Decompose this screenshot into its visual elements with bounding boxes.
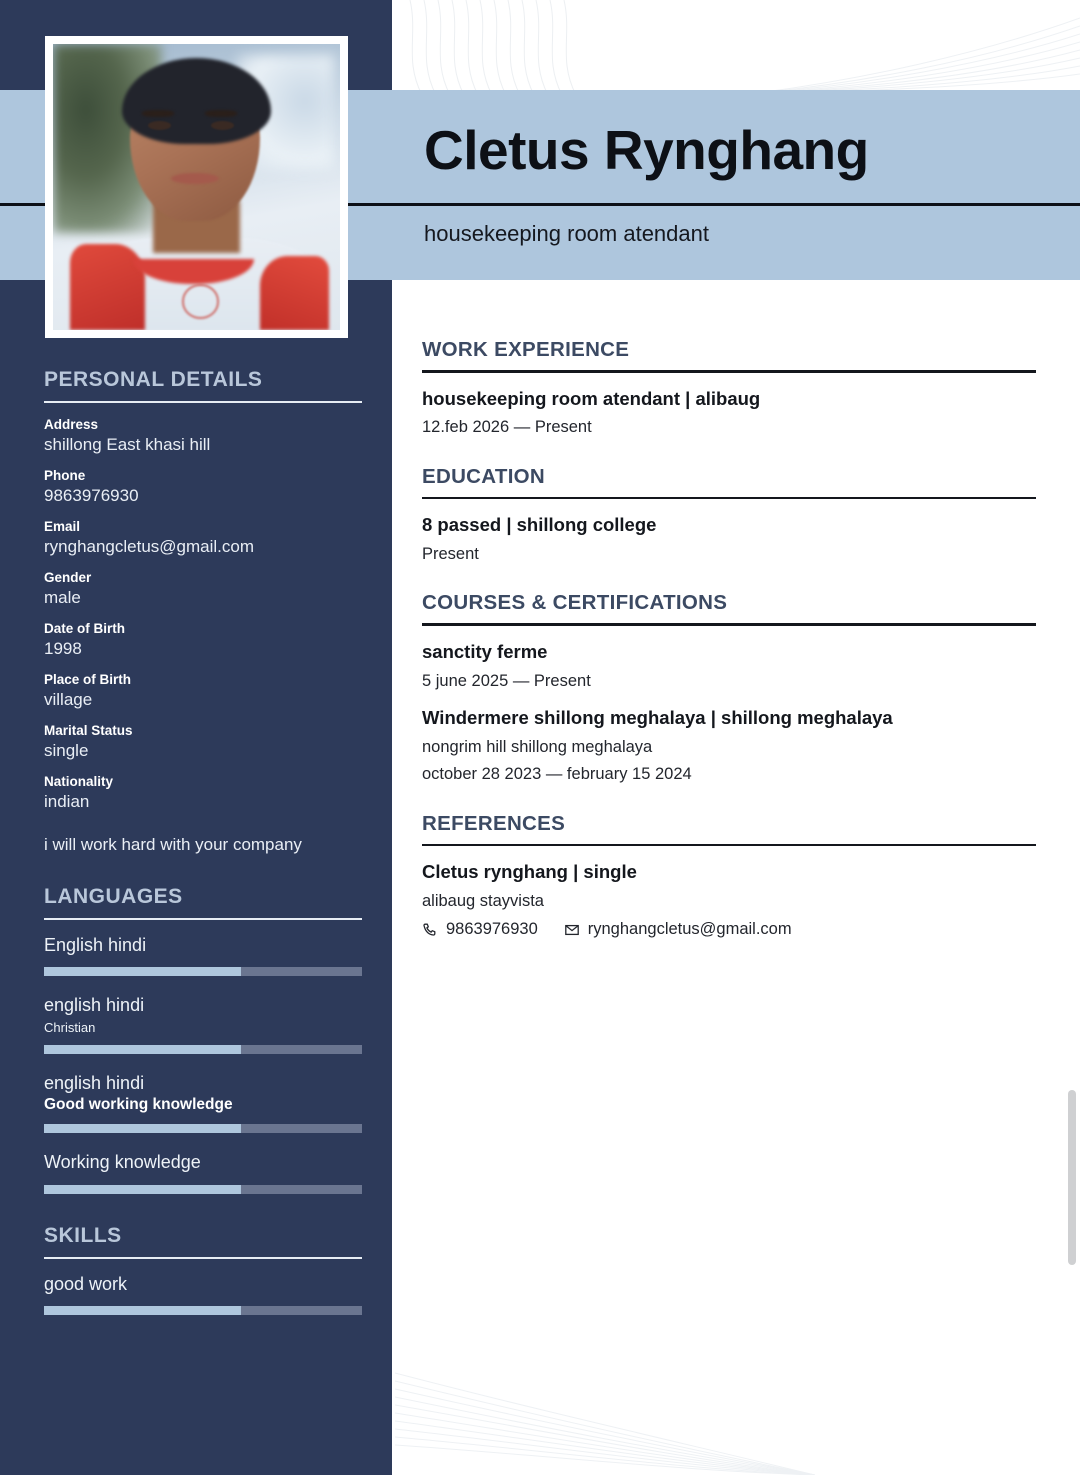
entry-title: 8 passed | shillong college bbox=[422, 514, 657, 536]
language-item bbox=[44, 1072, 362, 1133]
detail-value: 9863976930 bbox=[44, 486, 139, 505]
work-experience-rule bbox=[422, 370, 1036, 373]
decorative-fan-lines-bottom bbox=[395, 1365, 815, 1475]
education-rule bbox=[422, 497, 1036, 500]
entry bbox=[422, 640, 1036, 692]
detail-value: male bbox=[44, 588, 81, 607]
entry-title: housekeeping room atendant | alibaug bbox=[422, 387, 761, 409]
personal-summary-note: i will work hard with your company bbox=[44, 835, 302, 854]
language-subtext: Christian bbox=[44, 1019, 96, 1035]
proficiency-bar-fill bbox=[44, 967, 241, 976]
contact-email-value: rynghangcletus@gmail.com bbox=[587, 920, 792, 939]
references-heading: REFERENCES bbox=[422, 811, 566, 835]
entry-contacts bbox=[422, 920, 1036, 939]
entry bbox=[422, 513, 1036, 565]
proficiency-bar-fill bbox=[44, 1045, 241, 1054]
skill-name: good work bbox=[44, 1273, 128, 1294]
detail-label: Place of Birth bbox=[44, 672, 132, 687]
skills-heading: SKILLS bbox=[44, 1223, 122, 1247]
entry-detail: Present bbox=[422, 545, 479, 564]
section-languages bbox=[44, 885, 362, 1194]
detail-label: Date of Birth bbox=[44, 621, 125, 636]
proficiency-bar bbox=[44, 1124, 362, 1133]
language-item bbox=[44, 1151, 362, 1193]
envelope-icon bbox=[564, 922, 580, 938]
entry bbox=[422, 706, 1036, 786]
language-item bbox=[44, 934, 362, 976]
detail-label: Email bbox=[44, 519, 81, 534]
language-name: english hindi bbox=[44, 995, 145, 1016]
section-references bbox=[422, 812, 1036, 940]
languages-list bbox=[44, 934, 362, 1194]
profile-photo-frame bbox=[45, 36, 348, 338]
entry bbox=[422, 387, 1036, 439]
entry-detail: nongrim hill shillong meghalaya bbox=[422, 738, 653, 757]
references-entries bbox=[422, 860, 1036, 939]
detail-value: village bbox=[44, 690, 93, 709]
vertical-scrollbar-thumb[interactable] bbox=[1068, 1090, 1076, 1265]
languages-rule bbox=[44, 918, 362, 920]
proficiency-bar bbox=[44, 1306, 362, 1315]
education-entries bbox=[422, 513, 1036, 565]
entry-detail: 5 june 2025 — Present bbox=[422, 671, 591, 690]
detail-label: Marital Status bbox=[44, 723, 133, 738]
education-heading: EDUCATION bbox=[422, 464, 546, 488]
section-courses bbox=[422, 591, 1036, 785]
contact-phone bbox=[422, 920, 538, 939]
language-name: Working knowledge bbox=[44, 1152, 201, 1173]
detail-value: indian bbox=[44, 792, 90, 811]
skills-list bbox=[44, 1273, 362, 1315]
entry-title: Windermere shillong meghalaya | shillong meghalaya bbox=[422, 707, 893, 729]
courses-rule bbox=[422, 623, 1036, 626]
proficiency-bar bbox=[44, 1185, 362, 1194]
personal-details-fields bbox=[44, 417, 362, 812]
decorative-wave-lines-top bbox=[400, 0, 760, 95]
entry-title: Cletus rynghang | single bbox=[422, 861, 637, 883]
detail-label: Nationality bbox=[44, 774, 114, 789]
section-education bbox=[422, 465, 1036, 566]
personal-details-heading: PERSONAL DETAILS bbox=[44, 368, 263, 391]
detail-label: Address bbox=[44, 417, 99, 432]
sidebar-content bbox=[44, 368, 362, 1315]
detail-value: shillong East khasi hill bbox=[44, 435, 211, 454]
skill-item bbox=[44, 1273, 362, 1315]
main-content bbox=[422, 338, 1036, 965]
work-experience-entries bbox=[422, 387, 1036, 439]
page-title: Cletus Rynghang bbox=[424, 119, 869, 181]
courses-entries bbox=[422, 640, 1036, 786]
section-work-experience bbox=[422, 338, 1036, 439]
detail-value: 1998 bbox=[44, 639, 82, 658]
entry-detail: 12.feb 2026 — Present bbox=[422, 418, 592, 437]
detail-value: single bbox=[44, 741, 89, 760]
proficiency-bar bbox=[44, 1045, 362, 1054]
language-level: Good working knowledge bbox=[44, 1096, 233, 1114]
references-rule bbox=[422, 844, 1036, 847]
name-block bbox=[424, 119, 869, 181]
entry bbox=[422, 860, 1036, 939]
entry-title: sanctity ferme bbox=[422, 640, 548, 662]
section-personal-details bbox=[44, 368, 362, 857]
job-title-subtitle: housekeeping room atendant bbox=[424, 221, 709, 246]
entry-detail: alibaug stayvista bbox=[422, 892, 544, 911]
entry-detail: october 28 2023 — february 15 2024 bbox=[422, 765, 692, 784]
language-name: English hindi bbox=[44, 934, 147, 955]
detail-label: Phone bbox=[44, 468, 86, 483]
proficiency-bar bbox=[44, 967, 362, 976]
proficiency-bar-fill bbox=[44, 1306, 241, 1315]
languages-heading: LANGUAGES bbox=[44, 884, 183, 908]
detail-label: Gender bbox=[44, 570, 92, 585]
section-skills bbox=[44, 1224, 362, 1315]
decorative-fan-lines-top-right bbox=[750, 10, 1080, 95]
contact-phone-value: 9863976930 bbox=[446, 920, 538, 939]
courses-heading: COURSES & CERTIFICATIONS bbox=[422, 591, 728, 615]
skills-rule bbox=[44, 1257, 362, 1259]
avatar bbox=[53, 44, 340, 330]
contact-email bbox=[564, 920, 792, 939]
language-item bbox=[44, 994, 362, 1053]
work-experience-heading: WORK EXPERIENCE bbox=[422, 338, 630, 361]
detail-value: rynghangcletus@gmail.com bbox=[44, 537, 255, 556]
proficiency-bar-fill bbox=[44, 1185, 241, 1194]
proficiency-bar-fill bbox=[44, 1124, 241, 1133]
personal-details-rule bbox=[44, 401, 362, 403]
phone-icon bbox=[422, 922, 438, 938]
language-name: english hindi bbox=[44, 1072, 145, 1093]
